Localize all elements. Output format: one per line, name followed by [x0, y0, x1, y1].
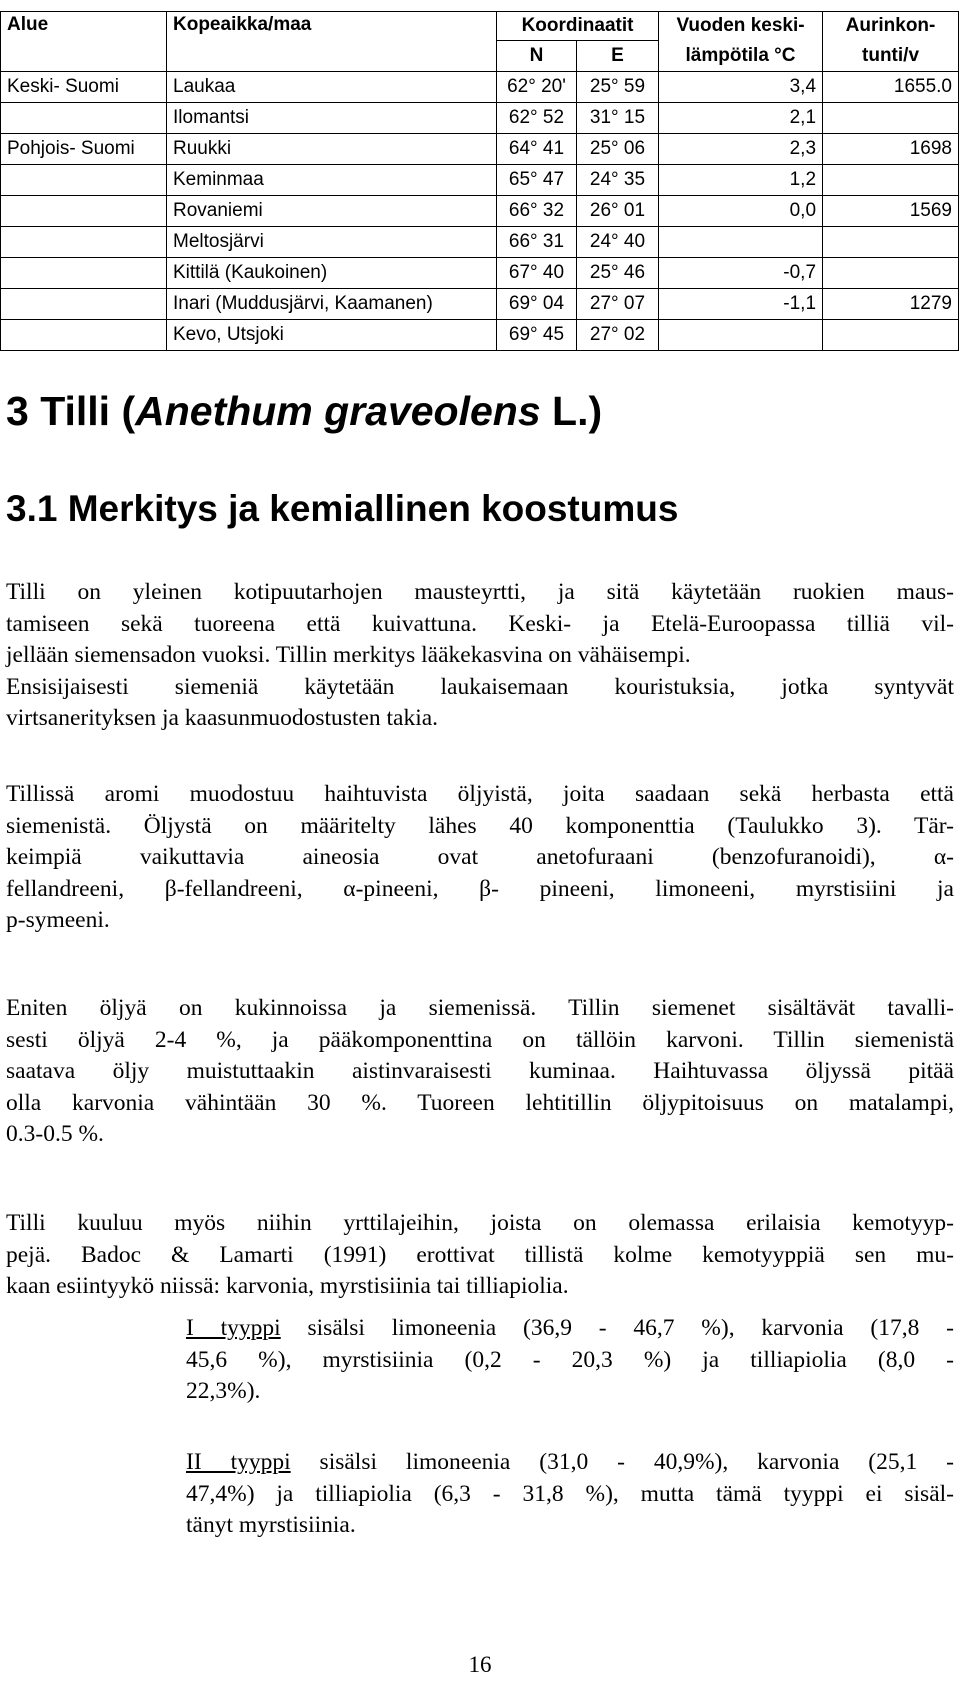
paragraph-aroma — [6, 779, 954, 937]
cell-sunshine-hours — [823, 320, 959, 351]
heading-3-prefix: 3 Tilli ( — [6, 388, 136, 434]
cell-region — [1, 103, 167, 134]
text-line: saatava öljy muistuttaakin aistinvaraisesti kuminaa. Haihtuvassa öljyssä pitää — [6, 1058, 954, 1084]
header-temp-line2: lämpötila °C — [659, 41, 823, 72]
cell-temperature: 3,4 — [659, 72, 823, 103]
cell-coord-n: 65° 47 — [497, 165, 577, 196]
text-line: tamiseen sekä tuoreena että kuivattuna. Keski- ja Etelä-Euroopassa tilliä vil- — [6, 610, 954, 637]
table-row — [1, 72, 959, 103]
table-row — [1, 103, 959, 134]
header-sun-line2: tunti/v — [823, 41, 959, 72]
text-line — [186, 1313, 954, 1345]
header-sun-line1: Aurinkon- — [823, 12, 959, 41]
cell-location: Laukaa — [167, 72, 497, 103]
table-row — [1, 165, 959, 196]
cell-region — [1, 165, 167, 196]
cell-location: Kittilä (Kaukoinen) — [167, 258, 497, 289]
table-row — [1, 134, 959, 165]
text-line: jellään siemensadon vuoksi. Tillin merkitys lääkekasvina on vähäisempi. — [6, 642, 691, 668]
cell-region: Keski- Suomi — [1, 72, 167, 103]
text-line: virtsanerityksen ja kaasunmuodostusten takia. — [6, 705, 439, 731]
type-2-label: II tyyppi — [186, 1449, 291, 1475]
table-header-row — [1, 12, 959, 41]
page-number: 16 — [468, 1652, 492, 1677]
header-temp-line1: Vuoden keski- — [659, 12, 823, 41]
cell-coord-e: 25° 59 — [577, 72, 659, 103]
cell-coord-n: 69° 04 — [497, 289, 577, 320]
cell-temperature — [659, 320, 823, 351]
cell-temperature: -1,1 — [659, 289, 823, 320]
table-row — [1, 227, 959, 258]
paragraph-intro — [6, 577, 954, 735]
cell-sunshine-hours: 1569 — [823, 196, 959, 227]
header-coord-e: E — [577, 41, 659, 72]
type-1-text: sisälsi limoneenia (36,9 - 46,7 %), karvonia (17,8 - — [280, 1315, 955, 1341]
text-line: Ensisijaisesti siemeniä käytetään laukaisemaan kouristuksia, jotka syntyvät — [6, 673, 954, 700]
header-location: Kopeaikka/maa — [167, 12, 497, 72]
cell-coord-n: 69° 45 — [497, 320, 577, 351]
table-row — [1, 258, 959, 289]
cell-location: Meltosjärvi — [167, 227, 497, 258]
cell-temperature: 2,1 — [659, 103, 823, 134]
type-1-label: I tyyppi — [186, 1315, 281, 1341]
cell-coord-n: 64° 41 — [497, 134, 577, 165]
text-line: 47,4%) ja tilliapiolia (6,3 - 31,8 %), mutta tämä tyyppi ei sisäl- — [186, 1480, 954, 1507]
cell-coord-e: 25° 46 — [577, 258, 659, 289]
cell-temperature: -0,7 — [659, 258, 823, 289]
paragraph-oil-content — [6, 993, 954, 1151]
heading-3-latin-name: Anethum graveolens — [135, 388, 541, 434]
cell-sunshine-hours — [823, 103, 959, 134]
cell-location: Kevo, Utsjoki — [167, 320, 497, 351]
paragraph-type-1 — [186, 1313, 954, 1408]
climate-table — [0, 11, 959, 351]
cell-location: Rovaniemi — [167, 196, 497, 227]
text-line: Eniten öljyä on kukinnoissa ja siemenissä. Tillin siemenet sisältävät tavalli- — [6, 995, 954, 1021]
cell-location: Ilomantsi — [167, 103, 497, 134]
cell-sunshine-hours: 1279 — [823, 289, 959, 320]
cell-location: Ruukki — [167, 134, 497, 165]
text-line — [186, 1447, 954, 1479]
cell-sunshine-hours — [823, 227, 959, 258]
cell-coord-n: 67° 40 — [497, 258, 577, 289]
paragraph-type-2 — [186, 1447, 954, 1542]
cell-temperature: 2,3 — [659, 134, 823, 165]
cell-coord-e: 31° 15 — [577, 103, 659, 134]
text-line: siemenistä. Öljystä on määritelty lähes 40 komponenttia (Taulukko 3). Tär- — [6, 812, 954, 839]
text-line: p-symeeni. — [6, 907, 110, 933]
cell-sunshine-hours: 1655.0 — [823, 72, 959, 103]
cell-coord-e: 27° 02 — [577, 320, 659, 351]
header-coordinates: Koordinaatit — [497, 12, 659, 41]
text-line: 0.3-0.5 %. — [6, 1121, 104, 1147]
table-row — [1, 289, 959, 320]
cell-region — [1, 227, 167, 258]
text-line: tänyt myrstisiinia. — [186, 1512, 356, 1538]
header-region: Alue — [1, 12, 167, 72]
heading-3-suffix: L.) — [540, 388, 603, 434]
cell-region — [1, 320, 167, 351]
cell-location: Keminmaa — [167, 165, 497, 196]
cell-coord-e: 26° 01 — [577, 196, 659, 227]
cell-coord-n: 62° 20' — [497, 72, 577, 103]
cell-temperature: 0,0 — [659, 196, 823, 227]
cell-coord-n: 66° 31 — [497, 227, 577, 258]
cell-sunshine-hours — [823, 165, 959, 196]
text-line: pejä. Badoc & Lamarti (1991) erottivat tillistä kolme kemotyyppiä sen mu- — [6, 1241, 954, 1268]
cell-temperature: 1,2 — [659, 165, 823, 196]
text-line: sesti öljyä 2-4 %, ja pääkomponenttina on tällöin karvoni. Tillin siemenistä — [6, 1026, 954, 1053]
cell-coord-n: 62° 52 — [497, 103, 577, 134]
text-line: olla karvonia vähintään 30 %. Tuoreen lehtitillin öljypitoisuus on matalampi, — [6, 1089, 954, 1116]
text-line: kaan esiintyykö niissä: karvonia, myrstisiinia tai tilliapiolia. — [6, 1273, 569, 1299]
cell-location: Inari (Muddusjärvi, Kaamanen) — [167, 289, 497, 320]
text-line: 22,3%). — [186, 1378, 261, 1404]
text-line: 45,6 %), myrstisiinia (0,2 - 20,3 %) ja tilliapiolia (8,0 - — [186, 1346, 954, 1373]
cell-sunshine-hours — [823, 258, 959, 289]
cell-temperature — [659, 227, 823, 258]
cell-sunshine-hours: 1698 — [823, 134, 959, 165]
text-line: keimpiä vaikuttavia aineosia ovat anetofuraani (benzofuranoidi), α- — [6, 844, 954, 870]
table-row — [1, 320, 959, 351]
cell-coord-e: 24° 35 — [577, 165, 659, 196]
cell-coord-e: 27° 07 — [577, 289, 659, 320]
paragraph-chemotypes — [6, 1208, 954, 1303]
cell-region — [1, 258, 167, 289]
section-heading-3 — [6, 388, 602, 435]
cell-region: Pohjois- Suomi — [1, 134, 167, 165]
cell-coord-n: 66° 32 — [497, 196, 577, 227]
type-2-text: sisälsi limoneenia (31,0 - 40,9%), karvonia (25,1 - — [290, 1449, 955, 1475]
cell-coord-e: 24° 40 — [577, 227, 659, 258]
section-heading-3-1: 3.1 Merkitys ja kemiallinen koostumus — [6, 488, 679, 529]
cell-region — [1, 196, 167, 227]
header-coord-n: N — [497, 41, 577, 72]
text-line: Tilli kuuluu myös niihin yrttilajeihin, joista on olemassa erilaisia kemotyyp- — [6, 1210, 954, 1236]
text-line: Tillissä aromi muodostuu haihtuvista öljyistä, joita saadaan sekä herbasta että — [6, 781, 954, 807]
table-row — [1, 196, 959, 227]
text-line: fellandreeni, β-fellandreeni, α-pineeni, β- pineeni, limoneeni, myrstisiini ja — [6, 875, 954, 902]
cell-coord-e: 25° 06 — [577, 134, 659, 165]
text-line: Tilli on yleinen kotipuutarhojen mausteyrtti, ja sitä käytetään ruokien maus- — [6, 579, 954, 605]
cell-region — [1, 289, 167, 320]
